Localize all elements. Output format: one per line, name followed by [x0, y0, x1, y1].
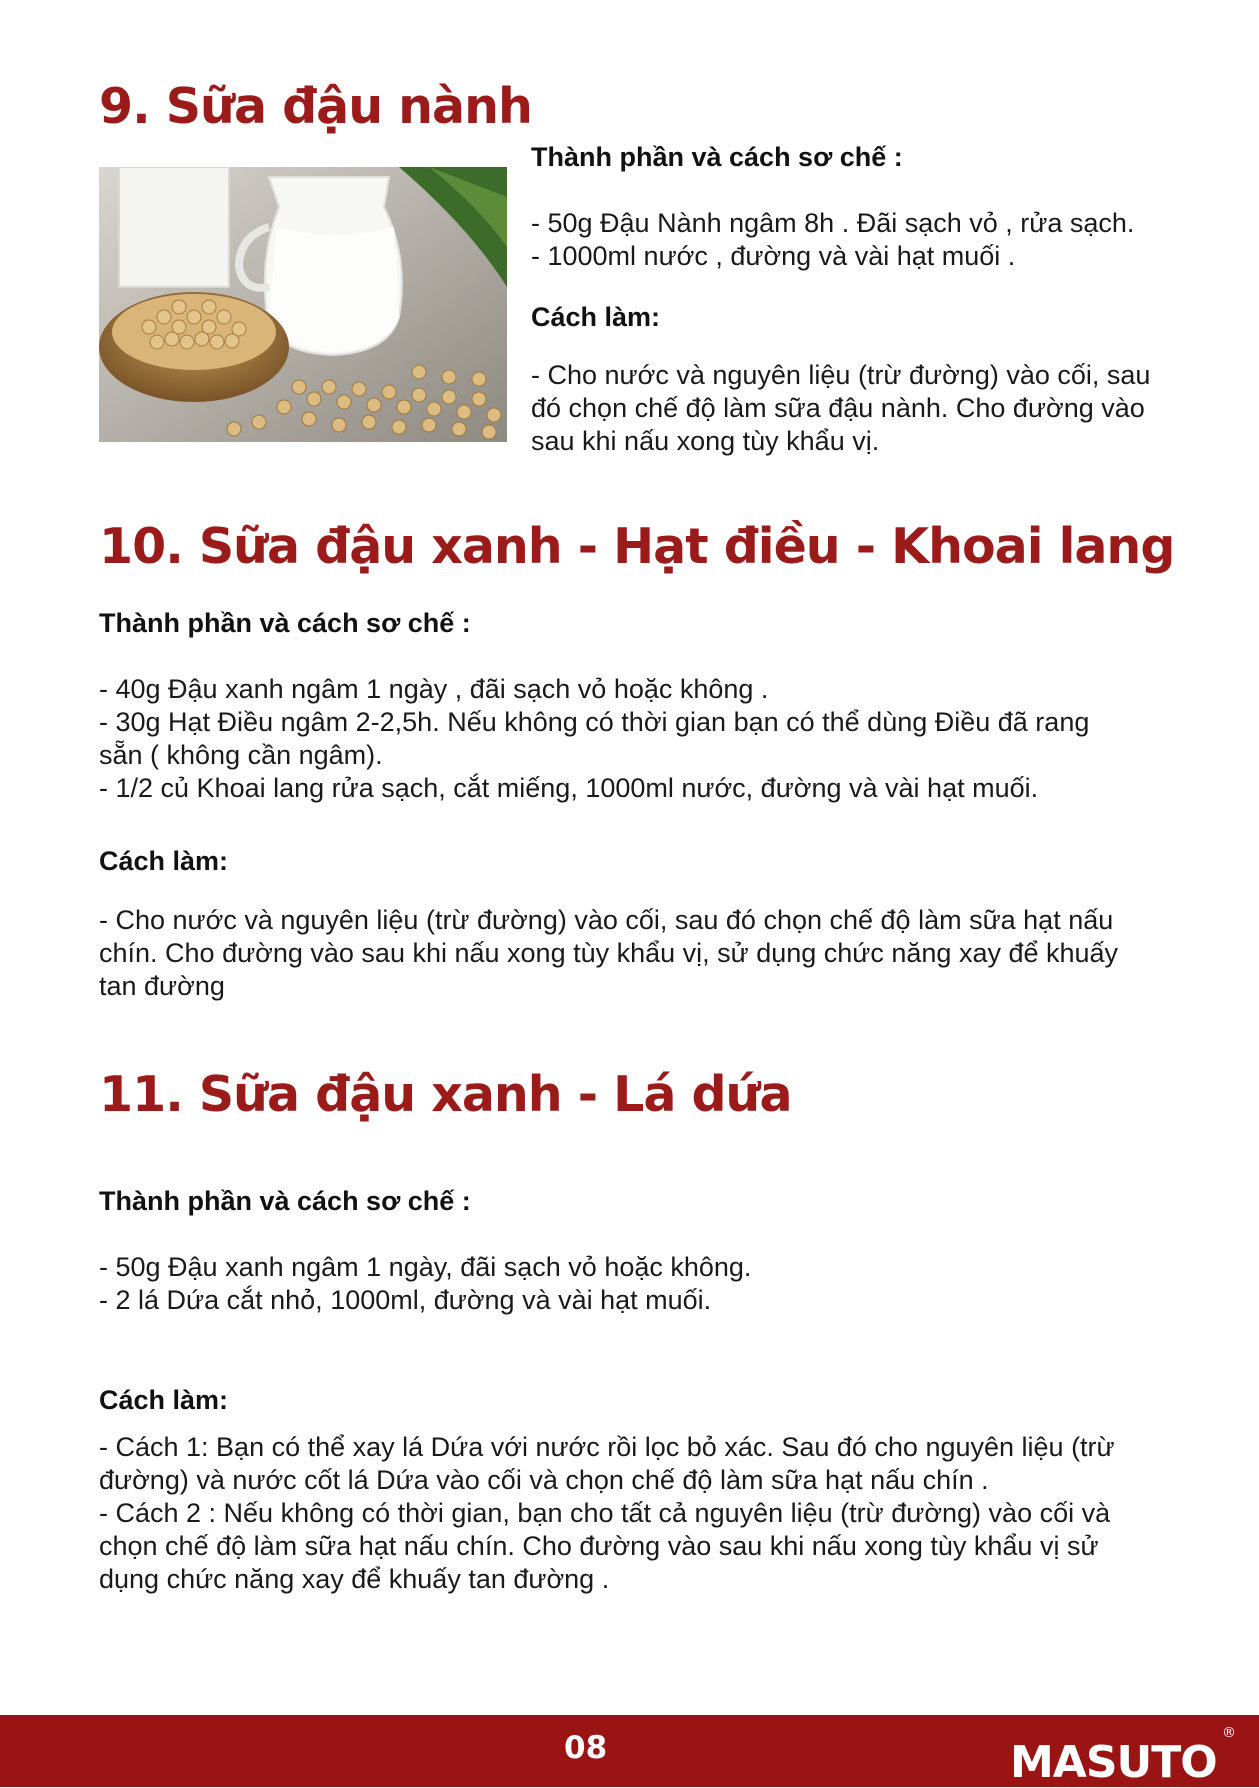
- recipe9-method-line-2: đó chọn chế độ làm sữa đậu nành. Cho đường vào: [531, 393, 1145, 423]
- recipe11-method-line-2: đường) và nước cốt lá Dứa vào cối và chọn chế độ làm sữa hạt nấu chín .: [99, 1465, 989, 1495]
- recipe11-ingredients-heading: Thành phần và cách sơ chế :: [99, 1186, 471, 1216]
- recipe11-method-line-4: chọn chế độ làm sữa hạt nấu chín. Cho đường vào sau khi nấu xong tùy khẩu vị sử: [99, 1531, 1099, 1561]
- recipe11-ingredient-2: - 2 lá Dứa cắt nhỏ, 1000ml, đường và vài hạt muối.: [99, 1285, 712, 1315]
- soy-milk-photo: [99, 167, 507, 442]
- recipe9-ingredient-2: - 1000ml nước , đường và vài hạt muối .: [531, 241, 1016, 271]
- brand-logo: MASUTO: [1010, 1737, 1217, 1788]
- recipe10-ingredient-2: - 30g Hạt Điều ngâm 2-2,5h. Nếu không có thời gian bạn có thể dùng Điều đã rang: [99, 707, 1090, 737]
- recipe9-ingredient-1: - 50g Đậu Nành ngâm 8h . Đãi sạch vỏ , rửa sạch.: [531, 208, 1135, 238]
- recipe10-method-line-3: tan đường: [99, 971, 225, 1001]
- recipe9-title: 9. Sữa đậu nành: [99, 78, 532, 135]
- page-footer: [0, 1715, 1259, 1787]
- recipe11-method-line-1: - Cách 1: Bạn có thể xay lá Dứa với nước rồi lọc bỏ xác. Sau đó cho nguyên liệu (trừ: [99, 1432, 1115, 1462]
- recipe11-method-line-3: - Cách 2 : Nếu không có thời gian, bạn cho tất cả nguyên liệu (trừ đường) vào cối và: [99, 1498, 1111, 1528]
- registered-mark: ®: [1222, 1725, 1236, 1741]
- recipe10-method-line-1: - Cho nước và nguyên liệu (trừ đường) vào cối, sau đó chọn chế độ làm sữa hạt nấu: [99, 905, 1114, 935]
- recipe10-ingredient-4: - 1/2 củ Khoai lang rửa sạch, cắt miếng, 1000ml nước, đường và vài hạt muối.: [99, 773, 1039, 803]
- recipe9-method-line-3: sau khi nấu xong tùy khẩu vị.: [531, 426, 880, 456]
- recipe10-method-heading: Cách làm:: [99, 846, 229, 876]
- recipe10-title: 10. Sữa đậu xanh - Hạt điều - Khoai lang: [99, 518, 1175, 575]
- recipe11-ingredient-1: - 50g Đậu xanh ngâm 1 ngày, đãi sạch vỏ hoặc không.: [99, 1252, 752, 1282]
- recipe10-method-line-2: chín. Cho đường vào sau khi nấu xong tùy khẩu vị, sử dụng chức năng xay để khuấy: [99, 938, 1119, 968]
- recipe10-ingredient-1: - 40g Đậu xanh ngâm 1 ngày , đãi sạch vỏ hoặc không .: [99, 674, 769, 704]
- recipe11-title: 11. Sữa đậu xanh - Lá dứa: [99, 1066, 792, 1123]
- recipe9-method-heading: Cách làm:: [531, 302, 661, 332]
- recipe9-ingredients-heading: Thành phần và cách sơ chế :: [531, 142, 903, 172]
- recipe11-method-heading: Cách làm:: [99, 1385, 229, 1415]
- recipe11-method-line-5: dụng chức năng xay để khuấy tan đường .: [99, 1564, 610, 1594]
- recipe9-method-line-1: - Cho nước và nguyên liệu (trừ đường) vào cối, sau: [531, 360, 1151, 390]
- recipe10-ingredient-3: sẵn ( không cần ngâm).: [99, 740, 383, 770]
- page-number: 08: [564, 1730, 608, 1766]
- recipe10-ingredients-heading: Thành phần và cách sơ chế :: [99, 608, 471, 638]
